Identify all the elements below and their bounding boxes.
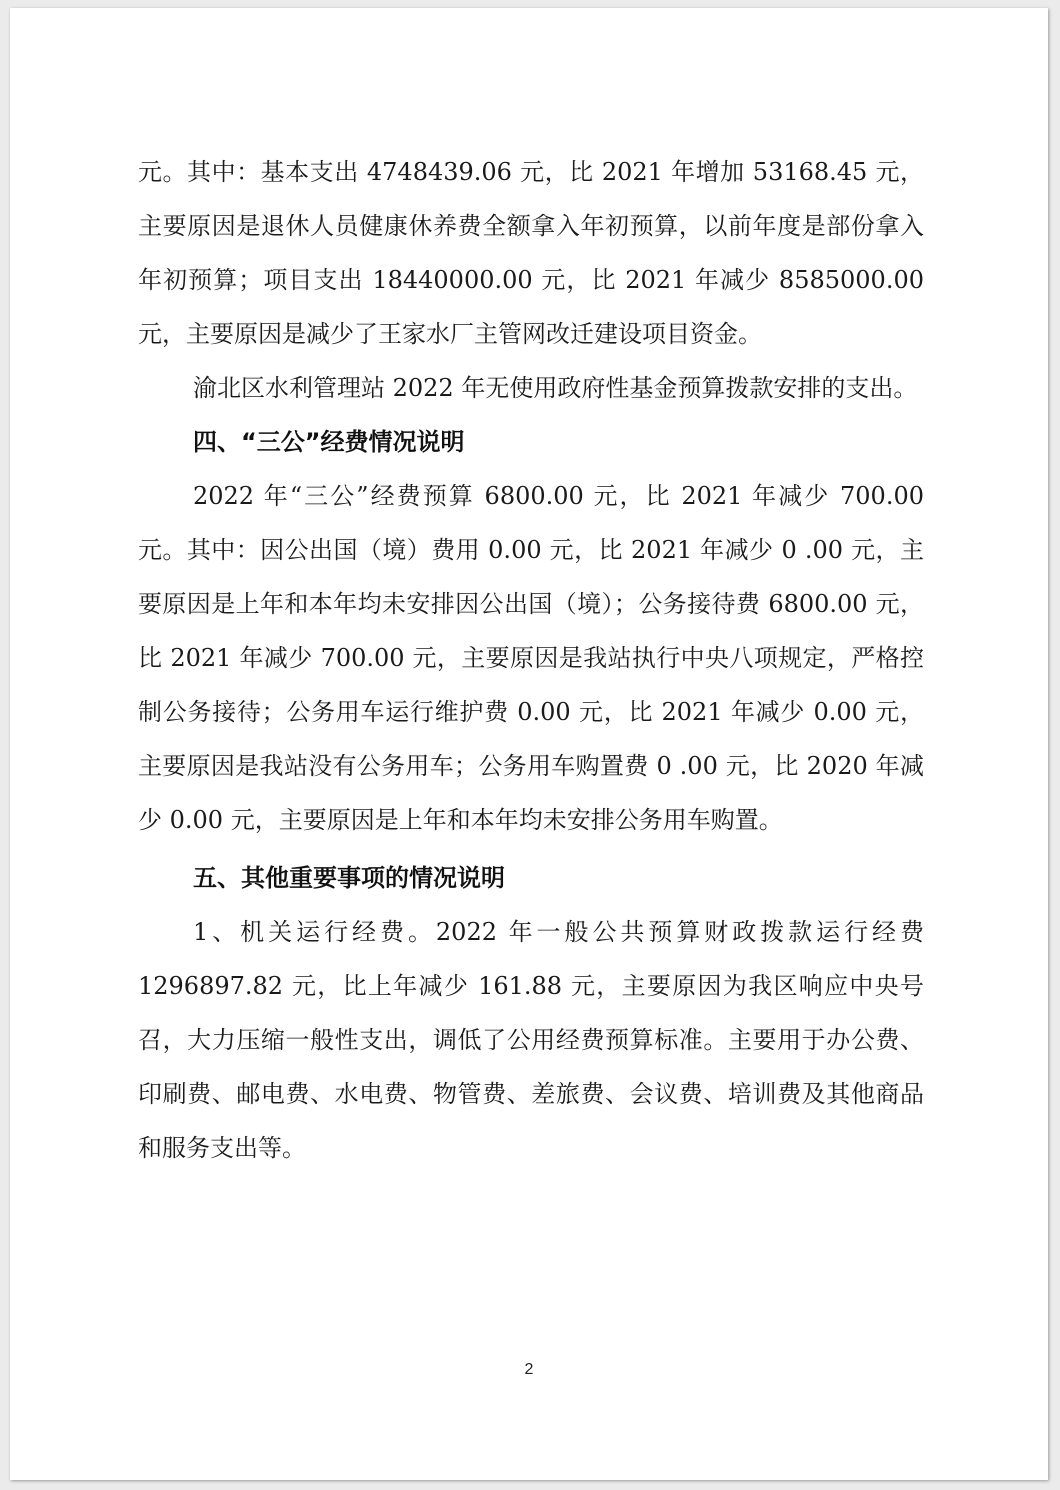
section-heading-other-matters: 五、其他重要事项的情况说明 bbox=[193, 864, 505, 892]
paragraph-operating-expenses: 1、机关运行经费。2022 年一般公共预算财政拨款运行经费 1296897.82 元，比上年减少 161.88 元，主要原因为我区响应中央号召，大力压缩一般性支出，调低了公用经费预算标准。主要用于办公费、印刷费、邮电费、水电费、物管费、差旅费、会议费、培训费及其他商品和服务支出等。 bbox=[138, 918, 924, 1162]
page-number: 2 bbox=[524, 1361, 534, 1378]
paragraph-basic-and-project-expenditure: 元。其中：基本支出 4748439.06 元，比 2021 年增加 53168.45 元，主要原因是退休人员健康休养费全额拿入年初预算，以前年度是部份拿入年初预算；项目支出 18440000.00 元，比 2021 年减少 8585000.00 元，主要原因是减少了王家水厂主管网改迁建设项目资金。 bbox=[138, 158, 924, 348]
document-page bbox=[10, 8, 1048, 1480]
page-body bbox=[138, 145, 924, 1175]
section-heading-three-public-expenses: 四、“三公”经费情况说明 bbox=[193, 428, 465, 456]
paragraph-three-public-expenses: 2022 年“三公”经费预算 6800.00 元，比 2021 年减少 700.00 元。其中：因公出国（境）费用 0.00 元，比 2021 年减少 0 .00 元，主要原因是上年和本年均未安排因公出国（境）；公务接待费 6800.00 元，比 2021 年减少 700.00 元，主要原因是我站执行中央八项规定，严格控制公务接待；公务用车运行维护费 0.00 元，比 2021 年减少 0.00 元，主要原因是我站没有公务用车；公务用车购置费 0 .00 元，比 2020 年减少 0.00 元，主要原因是上年和本年均未安排公务用车购置。 bbox=[138, 482, 924, 834]
paragraph-government-fund: 渝北区水利管理站 2022 年无使用政府性基金预算拨款安排的支出。 bbox=[193, 374, 918, 402]
